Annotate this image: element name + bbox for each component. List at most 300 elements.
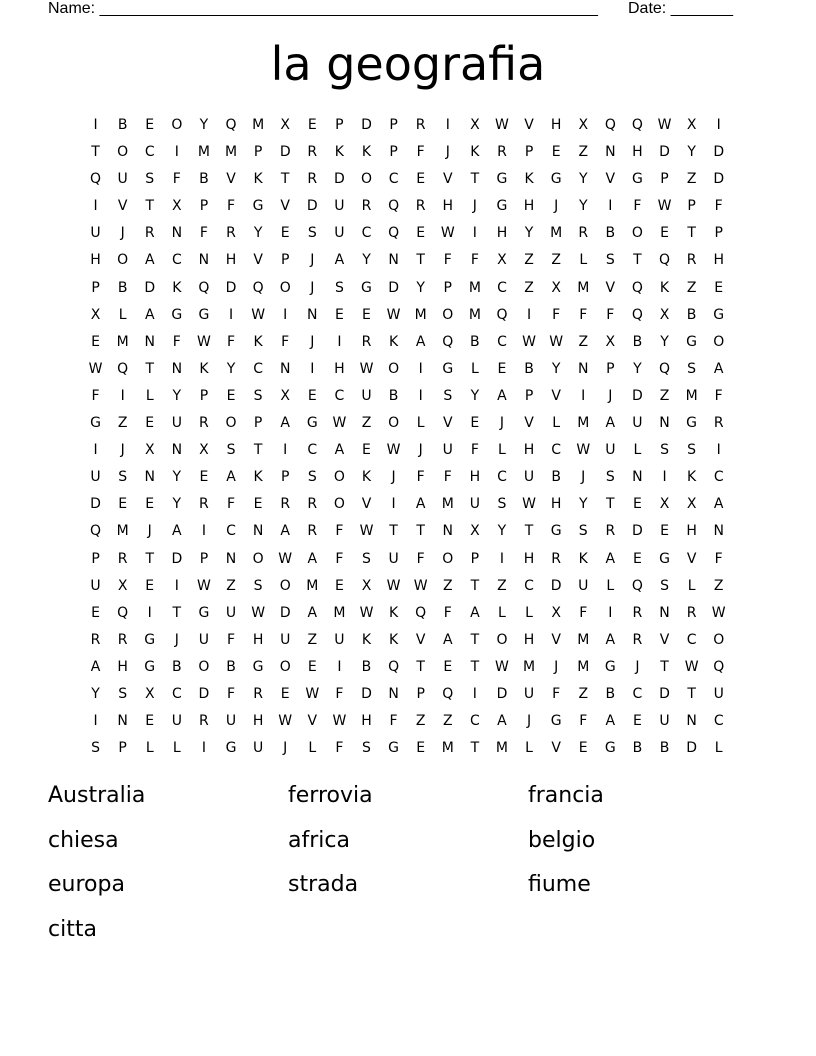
word-list-item: francia	[528, 783, 604, 808]
grid-letter: I	[716, 442, 721, 459]
grid-letter: H	[442, 198, 454, 215]
grid-letter: I	[147, 604, 152, 621]
grid-letter: R	[578, 225, 589, 242]
grid-letter: G	[144, 631, 156, 648]
grid-letter: Q	[442, 685, 454, 702]
grid-row	[82, 166, 732, 193]
grid-letter: W	[386, 306, 401, 323]
grid-letter: F	[226, 685, 236, 702]
grid-letter: I	[310, 360, 315, 377]
grid-letter: Z	[307, 631, 318, 648]
grid-letter: B	[117, 117, 128, 133]
grid-letter: H	[469, 469, 481, 486]
grid-row	[82, 220, 732, 247]
grid-letter: D	[279, 144, 291, 161]
grid-letter: L	[308, 740, 317, 757]
grid-letter: C	[686, 631, 697, 648]
grid-letter: L	[172, 740, 181, 757]
grid-letter: B	[361, 658, 372, 675]
grid-letter: J	[635, 658, 640, 675]
grid-row	[82, 410, 732, 437]
grid-letter: U	[523, 685, 535, 702]
grid-letter: T	[470, 577, 480, 594]
word-list-item: ferrovia	[288, 783, 373, 808]
grid-letter: N	[225, 550, 237, 567]
grid-letter: B	[632, 333, 643, 350]
grid-letter: D	[632, 387, 643, 404]
grid-letter: W	[657, 117, 672, 133]
grid-letter: E	[416, 740, 426, 757]
grid-letter: W	[657, 198, 672, 215]
grid-letter: X	[578, 117, 589, 133]
grid-letter: Y	[226, 360, 236, 377]
grid-letter: K	[361, 631, 372, 648]
grid-letter: H	[686, 523, 697, 540]
grid-letter: O	[117, 252, 129, 269]
grid-letter: W	[711, 604, 726, 621]
grid-letter: Z	[713, 577, 724, 594]
grid-letter: G	[171, 306, 183, 323]
grid-letter: R	[117, 631, 128, 648]
grid-letter: X	[551, 604, 561, 621]
grid-row	[82, 302, 732, 329]
grid-letter: B	[605, 225, 616, 242]
grid-letter: A	[605, 713, 616, 730]
grid-letter: C	[551, 442, 562, 459]
grid-letter: E	[632, 713, 642, 730]
grid-letter: G	[442, 360, 454, 377]
grid-letter: A	[442, 631, 453, 648]
grid-letter: U	[90, 577, 101, 594]
grid-letter: C	[497, 279, 507, 296]
grid-letter: J	[418, 442, 423, 459]
grid-letter: P	[253, 144, 263, 161]
grid-letter: R	[307, 144, 318, 161]
grid-letter: F	[470, 252, 479, 269]
grid-letter: C	[497, 333, 507, 350]
grid-letter: G	[713, 306, 725, 323]
grid-letter: I	[418, 387, 423, 404]
grid-letter: V	[442, 415, 453, 432]
word-list-item: africa	[288, 827, 350, 853]
grid-letter: N	[144, 469, 155, 486]
grid-letter: E	[362, 306, 371, 323]
grid-letter: Y	[633, 360, 642, 377]
grid-letter: J	[554, 198, 559, 215]
grid-letter: U	[523, 469, 535, 486]
grid-letter: E	[118, 496, 128, 513]
grid-letter: L	[145, 740, 154, 757]
grid-letter: E	[334, 306, 344, 323]
grid-letter: M	[577, 631, 590, 648]
grid-row	[82, 654, 732, 681]
grid-row	[82, 275, 732, 302]
grid-letter: V	[551, 740, 561, 757]
grid-letter: F	[226, 631, 236, 648]
grid-letter: D	[388, 279, 399, 296]
grid-letter: H	[523, 550, 535, 567]
letter-grid	[82, 112, 732, 762]
grid-letter: P	[470, 550, 480, 567]
grid-letter: T	[633, 252, 642, 269]
grid-letter: Y	[687, 144, 696, 161]
grid-letter: O	[333, 496, 345, 513]
grid-letter: Q	[90, 523, 102, 540]
grid-letter: F	[443, 604, 452, 621]
grid-row	[82, 518, 732, 545]
grid-letter: U	[90, 469, 101, 486]
grid-letter: C	[524, 577, 534, 594]
grid-letter: X	[280, 117, 290, 133]
grid-letter: C	[171, 252, 182, 269]
grid-row	[82, 491, 732, 518]
grid-letter: J	[608, 387, 613, 404]
grid-letter: R	[497, 144, 507, 161]
grid-letter: A	[226, 469, 236, 486]
grid-letter: S	[307, 225, 317, 242]
grid-letter: T	[172, 604, 182, 621]
grid-letter: I	[445, 117, 450, 133]
grid-letter: A	[415, 333, 426, 350]
grid-letter: K	[334, 144, 344, 161]
grid-letter: P	[389, 144, 398, 161]
grid-letter: Q	[496, 306, 508, 323]
grid-letter: N	[388, 252, 399, 269]
grid-letter: Y	[470, 387, 480, 404]
grid-letter: D	[90, 496, 101, 513]
grid-letter: R	[632, 604, 643, 621]
grid-letter: K	[172, 279, 182, 296]
grid-letter: O	[388, 415, 400, 432]
grid-letter: J	[310, 333, 315, 350]
grid-letter: Z	[578, 144, 589, 161]
grid-letter: V	[442, 171, 453, 188]
grid-letter: S	[91, 740, 100, 757]
grid-letter: G	[604, 740, 616, 757]
grid-letter: W	[440, 225, 455, 242]
grid-letter: O	[333, 469, 345, 486]
grid-letter: P	[280, 252, 290, 269]
grid-letter: M	[224, 144, 238, 161]
grid-letter: N	[198, 252, 210, 269]
grid-letter: K	[578, 550, 588, 567]
grid-letter: I	[120, 387, 125, 404]
grid-letter: R	[605, 523, 616, 540]
grid-letter: C	[307, 442, 318, 459]
grid-letter: U	[334, 225, 345, 242]
grid-letter: V	[280, 198, 290, 215]
grid-letter: M	[523, 658, 536, 675]
grid-letter: G	[306, 415, 318, 432]
grid-letter: I	[608, 604, 613, 621]
grid-letter: Y	[172, 496, 182, 513]
grid-letter: M	[550, 225, 563, 242]
grid-letter: F	[714, 550, 723, 567]
grid-letter: N	[605, 144, 616, 161]
grid-letter: R	[117, 550, 128, 567]
grid-letter: B	[388, 387, 399, 404]
grid-letter: P	[687, 198, 696, 215]
grid-letter: D	[225, 279, 237, 296]
grid-letter: Z	[442, 577, 453, 594]
grid-letter: A	[334, 442, 345, 459]
grid-letter: E	[145, 577, 155, 594]
grid-letter: I	[526, 306, 532, 323]
grid-letter: E	[280, 685, 290, 702]
grid-letter: C	[388, 171, 399, 188]
grid-letter: S	[253, 577, 263, 594]
grid-letter: Z	[578, 333, 589, 350]
grid-letter: U	[578, 577, 589, 594]
grid-letter: G	[252, 658, 264, 675]
grid-letter: B	[470, 333, 480, 350]
grid-letter: I	[93, 713, 98, 730]
grid-letter: F	[416, 144, 425, 161]
grid-letter: K	[253, 333, 263, 350]
grid-letter: H	[523, 442, 535, 459]
grid-letter: N	[171, 360, 183, 377]
grid-letter: S	[660, 442, 669, 459]
grid-letter: Q	[388, 225, 400, 242]
grid-letter: N	[577, 360, 589, 377]
grid-letter: S	[443, 387, 453, 404]
grid-letter: X	[497, 252, 507, 269]
grid-letter: V	[361, 496, 372, 513]
grid-letter: L	[118, 306, 127, 323]
grid-letter: I	[174, 144, 179, 161]
grid-letter: W	[522, 333, 536, 350]
grid-letter: R	[307, 496, 318, 513]
grid-letter: J	[120, 225, 125, 242]
grid-letter: F	[443, 252, 452, 269]
grid-row	[82, 437, 732, 464]
grid-letter: E	[307, 117, 317, 133]
grid-letter: M	[306, 577, 319, 594]
grid-letter: O	[198, 658, 210, 675]
grid-letter: W	[495, 658, 509, 675]
grid-letter: O	[252, 550, 264, 567]
grid-letter: S	[118, 469, 128, 486]
grid-letter: U	[361, 387, 372, 404]
grid-letter: N	[713, 523, 724, 540]
grid-letter: O	[713, 333, 725, 350]
grid-letter: O	[279, 658, 291, 675]
grid-letter: P	[91, 550, 100, 567]
grid-letter: U	[334, 631, 345, 648]
grid-letter: B	[686, 306, 697, 323]
grid-letter: I	[662, 469, 667, 486]
grid-letter: X	[361, 577, 372, 594]
grid-letter: U	[388, 550, 399, 567]
grid-letter: G	[550, 523, 562, 540]
grid-letter: Z	[659, 387, 670, 404]
grid-letter: W	[332, 713, 347, 730]
grid-letter: V	[686, 550, 697, 567]
grid-letter: C	[361, 225, 372, 242]
grid-letter: U	[442, 442, 453, 459]
grid-letter: W	[278, 713, 293, 730]
grid-letter: R	[686, 604, 697, 621]
grid-letter: W	[305, 685, 320, 702]
grid-letter: A	[497, 387, 507, 404]
grid-letter: N	[144, 333, 155, 350]
grid-letter: E	[632, 550, 642, 567]
grid-letter: F	[443, 469, 452, 486]
grid-letter: T	[145, 198, 155, 215]
grid-letter: D	[144, 279, 156, 296]
grid-letter: S	[362, 740, 371, 757]
grid-letter: R	[632, 631, 643, 648]
grid-letter: G	[659, 550, 670, 567]
grid-letter: R	[361, 198, 372, 215]
grid-letter: I	[391, 496, 396, 513]
grid-letter: B	[659, 740, 670, 757]
grid-letter: V	[253, 252, 263, 269]
grid-letter: Z	[442, 713, 453, 730]
grid-letter: J	[445, 144, 450, 161]
grid-letter: E	[145, 496, 155, 513]
grid-letter: D	[334, 171, 345, 188]
grid-letter: R	[551, 550, 561, 567]
grid-letter: A	[144, 252, 155, 269]
grid-letter: S	[687, 442, 697, 459]
grid-letter: E	[497, 360, 507, 377]
grid-letter: D	[550, 577, 562, 594]
grid-letter: I	[608, 198, 613, 215]
grid-letter: U	[280, 631, 291, 648]
grid-letter: D	[198, 685, 210, 702]
grid-letter: X	[470, 117, 480, 133]
grid-letter: V	[551, 387, 561, 404]
grid-letter: G	[686, 415, 698, 432]
grid-letter: K	[388, 333, 399, 350]
grid-row	[82, 735, 732, 762]
grid-letter: M	[468, 279, 481, 296]
grid-letter: M	[495, 740, 508, 757]
grid-letter: W	[332, 415, 347, 432]
grid-letter: G	[604, 658, 616, 675]
grid-letter: F	[552, 685, 561, 702]
grid-letter: Q	[90, 171, 102, 188]
grid-letter: D	[361, 685, 372, 702]
grid-letter: E	[199, 469, 209, 486]
grid-letter: W	[549, 333, 564, 350]
grid-letter: O	[360, 171, 372, 188]
grid-letter: T	[280, 171, 290, 188]
grid-letter: K	[253, 171, 263, 188]
grid-letter: U	[171, 415, 182, 432]
grid-letter: H	[713, 252, 724, 269]
grid-letter: J	[120, 442, 125, 459]
grid-letter: F	[552, 306, 561, 323]
grid-letter: S	[687, 360, 697, 377]
grid-letter: M	[414, 306, 427, 323]
grid-letter: L	[498, 604, 506, 621]
grid-letter: P	[199, 550, 209, 567]
grid-letter: I	[201, 523, 206, 540]
grid-letter: N	[686, 713, 697, 730]
grid-letter: S	[145, 171, 155, 188]
grid-letter: D	[306, 198, 318, 215]
grid-letter: M	[197, 144, 210, 161]
grid-letter: Y	[199, 117, 209, 133]
grid-row	[82, 464, 732, 491]
grid-letter: Y	[551, 360, 561, 377]
grid-letter: R	[253, 685, 263, 702]
grid-letter: G	[225, 740, 237, 757]
grid-letter: K	[388, 631, 399, 648]
grid-letter: G	[90, 415, 101, 432]
grid-letter: O	[388, 360, 400, 377]
grid-letter: H	[523, 198, 535, 215]
grid-letter: Q	[388, 198, 400, 215]
grid-letter: N	[442, 523, 453, 540]
grid-letter: S	[605, 252, 615, 269]
grid-letter: F	[172, 333, 181, 350]
grid-letter: J	[147, 523, 152, 540]
grid-letter: C	[497, 469, 507, 486]
grid-letter: C	[226, 523, 236, 540]
grid-letter: Z	[117, 415, 128, 432]
grid-letter: K	[388, 604, 399, 621]
grid-letter: M	[116, 333, 129, 350]
grid-letter: D	[686, 740, 697, 757]
grid-letter: C	[469, 713, 480, 730]
grid-letter: H	[632, 144, 643, 161]
grid-letter: I	[581, 387, 586, 404]
grid-letter: L	[525, 740, 533, 757]
grid-letter: O	[713, 631, 725, 648]
grid-letter: O	[117, 144, 129, 161]
grid-letter: E	[307, 387, 317, 404]
grid-row	[82, 708, 732, 735]
grid-letter: J	[310, 252, 315, 269]
grid-letter: G	[361, 279, 372, 296]
grid-letter: W	[522, 496, 536, 513]
grid-letter: L	[687, 577, 696, 594]
grid-letter: C	[334, 387, 345, 404]
grid-letter: W	[359, 360, 374, 377]
grid-letter: H	[523, 631, 535, 648]
grid-letter: P	[280, 469, 290, 486]
grid-letter: Q	[604, 117, 616, 133]
grid-letter: S	[226, 442, 236, 459]
grid-letter: U	[117, 171, 128, 188]
grid-letter: D	[659, 144, 670, 161]
grid-letter: V	[415, 631, 426, 648]
grid-letter: G	[496, 171, 508, 188]
grid-letter: U	[252, 740, 264, 757]
grid-letter: R	[226, 225, 236, 242]
grid-letter: M	[577, 658, 590, 675]
grid-letter: M	[116, 523, 129, 540]
grid-letter: A	[280, 415, 290, 432]
grid-letter: J	[283, 740, 288, 757]
grid-letter: C	[171, 685, 182, 702]
grid-letter: L	[145, 387, 154, 404]
grid-letter: T	[524, 523, 534, 540]
grid-letter: U	[171, 713, 182, 730]
grid-letter: J	[499, 415, 505, 432]
grid-letter: M	[333, 604, 346, 621]
grid-letter: K	[687, 469, 697, 486]
grid-letter: B	[117, 279, 128, 296]
grid-letter: F	[714, 198, 723, 215]
grid-letter: I	[499, 550, 505, 567]
grid-letter: R	[415, 198, 426, 215]
grid-letter: Q	[631, 306, 643, 323]
grid-letter: E	[145, 117, 155, 133]
